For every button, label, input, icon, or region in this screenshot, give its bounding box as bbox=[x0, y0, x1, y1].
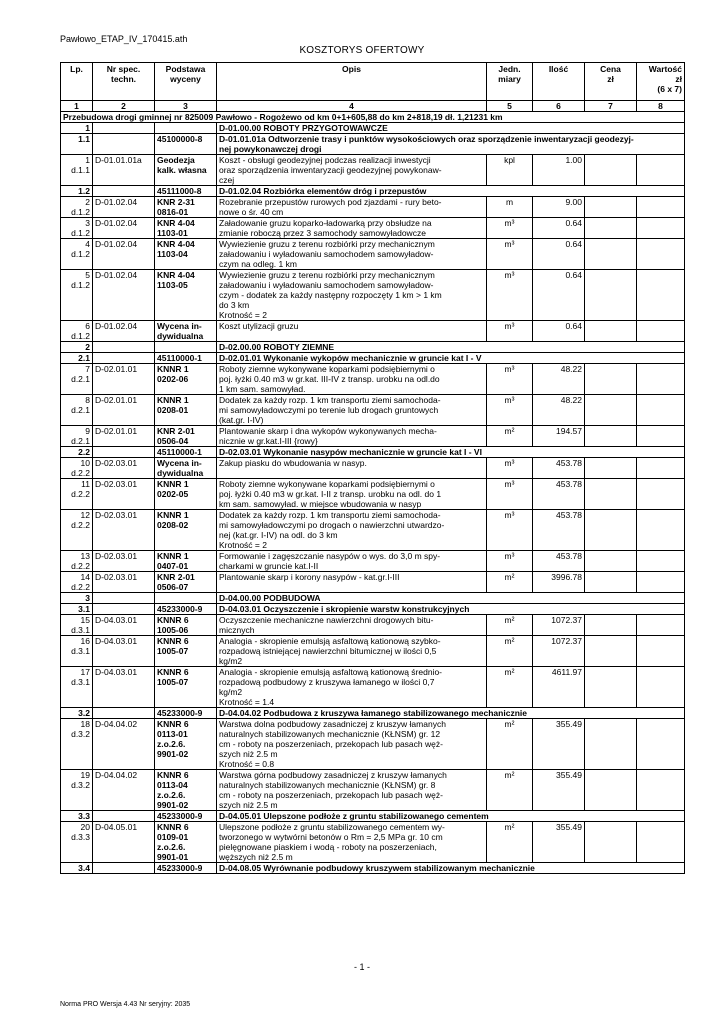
row-lp: 3.3 bbox=[61, 811, 93, 822]
table-row bbox=[61, 239, 685, 270]
row-unit: m³ bbox=[487, 510, 533, 551]
row-lp: 16 d.3.1 bbox=[61, 636, 93, 667]
row-value bbox=[637, 239, 685, 270]
file-name: Pawłowo_ETAP_IV_170415.ath bbox=[60, 34, 188, 44]
row-value bbox=[637, 426, 685, 447]
row-price bbox=[585, 270, 637, 321]
row-spec: D-02.01.01 bbox=[93, 364, 155, 395]
row-lp: 3.2 bbox=[61, 708, 93, 719]
row-price bbox=[585, 615, 637, 636]
row-spec bbox=[93, 604, 155, 615]
row-price bbox=[585, 155, 637, 186]
table-row bbox=[61, 155, 685, 186]
row-lp: 12 d.2.2 bbox=[61, 510, 93, 551]
row-value bbox=[637, 510, 685, 551]
row-quantity: 3996.78 bbox=[533, 572, 585, 593]
row-unit: m³ bbox=[487, 218, 533, 239]
row-basis: KNR 4-04 1103-01 bbox=[155, 218, 217, 239]
row-value bbox=[637, 479, 685, 510]
row-basis: KNR 2-31 0816-01 bbox=[155, 197, 217, 218]
row-spec: D-02.03.01 bbox=[93, 458, 155, 479]
row-unit: m³ bbox=[487, 270, 533, 321]
row-spec bbox=[93, 811, 155, 822]
table-row bbox=[61, 218, 685, 239]
row-value bbox=[637, 572, 685, 593]
row-unit: m² bbox=[487, 615, 533, 636]
row-price bbox=[585, 719, 637, 770]
row-spec bbox=[93, 447, 155, 458]
row-quantity: 453.78 bbox=[533, 458, 585, 479]
row-value bbox=[637, 458, 685, 479]
row-value bbox=[637, 822, 685, 863]
row-spec bbox=[93, 342, 155, 353]
row-description: Dodatek za każdy rozp. 1 km transportu ziemi samochoda- mi samowyładowczymi po terenie lub drogach gruntowych (kat.gr. I-IV) bbox=[217, 395, 487, 426]
header-spec: Nr spec. techn. bbox=[93, 63, 155, 101]
column-number: 1 bbox=[61, 101, 93, 112]
row-quantity: 453.78 bbox=[533, 479, 585, 510]
table-row bbox=[61, 510, 685, 551]
row-lp: 6 d.1.2 bbox=[61, 321, 93, 342]
row-basis: 45233000-9 bbox=[155, 604, 217, 615]
row-basis: 45233000-9 bbox=[155, 708, 217, 719]
row-spec bbox=[93, 863, 155, 874]
row-quantity: 48.22 bbox=[533, 395, 585, 426]
section-row bbox=[61, 863, 685, 874]
section-title: D-04.08.05 Wyrównanie podbudowy kruszywem stabilizowanym mechanicznie bbox=[217, 863, 685, 874]
row-unit: m³ bbox=[487, 395, 533, 426]
row-quantity: 355.49 bbox=[533, 822, 585, 863]
row-basis: KNR 2-01 0506-07 bbox=[155, 572, 217, 593]
row-spec: D-04.05.01 bbox=[93, 822, 155, 863]
row-description: Warstwa dolna podbudowy zasadniczej z kruszyw łamanych naturalnych stabilizowanych mechanicznie (KŁNSM) gr. 12 cm - roboty na poszerzeniach, przekopach lub pasach węż- szych niż 2.5 m Krotność = 0.8 bbox=[217, 719, 487, 770]
section-title: D-01.01.01a Odtworzenie trasy i punktów wysokościowych oraz sporządzenie inwentaryzacji geodezyj- nej powykonawczej drogi bbox=[217, 134, 685, 155]
row-unit: m³ bbox=[487, 239, 533, 270]
row-unit: m² bbox=[487, 667, 533, 708]
table-row bbox=[61, 551, 685, 572]
project-title-row bbox=[61, 112, 685, 123]
row-lp: 2.2 bbox=[61, 447, 93, 458]
row-basis: KNNR 1 0208-01 bbox=[155, 395, 217, 426]
row-price bbox=[585, 479, 637, 510]
section-title: D-01.02.04 Rozbiórka elementów dróg i przepustów bbox=[217, 186, 685, 197]
table-row bbox=[61, 719, 685, 770]
row-basis: Geodezja kalk. własna bbox=[155, 155, 217, 186]
row-basis: KNNR 1 0202-06 bbox=[155, 364, 217, 395]
section-title: D-02.00.00 ROBOTY ZIEMNE bbox=[217, 342, 685, 353]
row-description: Roboty ziemne wykonywane koparkami podsiębiernymi o poj. łyżki 0.40 m3 w gr.kat. III-IV z transp. urobku na odl.do 1 km sam. samowyład. bbox=[217, 364, 487, 395]
section-row bbox=[61, 811, 685, 822]
row-price bbox=[585, 667, 637, 708]
header-description: Opis bbox=[217, 63, 487, 101]
section-row bbox=[61, 186, 685, 197]
row-lp: 11 d.2.2 bbox=[61, 479, 93, 510]
row-value bbox=[637, 615, 685, 636]
project-title: Przebudowa drogi gminnej nr 825009 Pawłowo - Rogożewo od km 0+1+605,88 do km 2+818,19 dł. 1,21231 km bbox=[61, 112, 685, 123]
row-description: Dodatek za każdy rozp. 1 km transportu ziemi samochoda- mi samowyładowczymi po drogach o nawierzchni utwardzo- nej (kat.gr. I-IV) na odl. do 3 km Krotność = 2 bbox=[217, 510, 487, 551]
header-unit: Jedn. miary bbox=[487, 63, 533, 101]
row-quantity: 9.00 bbox=[533, 197, 585, 218]
row-price bbox=[585, 551, 637, 572]
header-quantity: Ilość bbox=[533, 63, 585, 101]
row-quantity: 1.00 bbox=[533, 155, 585, 186]
row-basis: 45111000-8 bbox=[155, 186, 217, 197]
cost-estimate-table bbox=[60, 62, 685, 874]
header-row bbox=[61, 63, 685, 101]
row-price bbox=[585, 239, 637, 270]
row-lp: 14 d.2.2 bbox=[61, 572, 93, 593]
row-unit: kpl bbox=[487, 155, 533, 186]
row-basis: 45100000-8 bbox=[155, 134, 217, 155]
row-spec: D-02.01.01 bbox=[93, 426, 155, 447]
section-title: D-04.04.02 Podbudowa z kruszywa łamanego stabilizowanego mechanicznie bbox=[217, 708, 685, 719]
row-spec: D-02.03.01 bbox=[93, 551, 155, 572]
row-spec: D-02.03.01 bbox=[93, 479, 155, 510]
row-value bbox=[637, 197, 685, 218]
row-basis: 45233000-9 bbox=[155, 863, 217, 874]
section-title: D-02.01.01 Wykonanie wykopów mechanicznie w gruncie kat I - V bbox=[217, 353, 685, 364]
row-basis: KNR 4-04 1103-04 bbox=[155, 239, 217, 270]
row-price bbox=[585, 636, 637, 667]
row-basis bbox=[155, 342, 217, 353]
row-unit: m³ bbox=[487, 364, 533, 395]
section-row bbox=[61, 708, 685, 719]
table-row bbox=[61, 636, 685, 667]
row-description: Analogia - skropienie emulsją asfaltową kationową średnio- rozpadową podbudowy z kruszywa łamanego w ilości 0,7 kg/m2 Krotność = 1.4 bbox=[217, 667, 487, 708]
row-lp: 3.1 bbox=[61, 604, 93, 615]
row-description: Ulepszone podłoże z gruntu stabilizowanego cementem wy- tworzonego w wytwórni betonów o Rm = 2,5 MPa gr. 10 cm pielęgnowane piaskiem i wodą - roboty na poszerzeniach, węższych niż 2.5 m bbox=[217, 822, 487, 863]
row-lp: 2 d.1.2 bbox=[61, 197, 93, 218]
row-value bbox=[637, 364, 685, 395]
row-value bbox=[637, 218, 685, 239]
section-row bbox=[61, 342, 685, 353]
row-lp: 8 d.2.1 bbox=[61, 395, 93, 426]
row-value bbox=[637, 770, 685, 811]
row-lp: 1.2 bbox=[61, 186, 93, 197]
row-price bbox=[585, 458, 637, 479]
header-value: Wartość zł (6 x 7) bbox=[637, 63, 685, 101]
row-description: Roboty ziemne wykonywane koparkami podsiębiernymi o poj. łyżki 0.40 m3 w gr.kat. I-II z transp. urobku na odl. do 1 km sam. samowyład. w miejsce wbudowania w nasyp bbox=[217, 479, 487, 510]
row-spec: D-01.02.04 bbox=[93, 239, 155, 270]
section-title: D-04.03.01 Oczyszczenie i skropienie warstw konstrukcyjnych bbox=[217, 604, 685, 615]
row-lp: 3 bbox=[61, 593, 93, 604]
row-basis: KNNR 6 1005-07 bbox=[155, 636, 217, 667]
row-description: Plantowanie skarp i korony nasypów - kat.gr.I-III bbox=[217, 572, 487, 593]
table-row bbox=[61, 822, 685, 863]
row-lp: 9 d.2.1 bbox=[61, 426, 93, 447]
row-quantity: 355.49 bbox=[533, 770, 585, 811]
row-basis: KNNR 1 0407-01 bbox=[155, 551, 217, 572]
row-quantity: 0.64 bbox=[533, 270, 585, 321]
row-spec: D-02.01.01 bbox=[93, 395, 155, 426]
row-unit: m² bbox=[487, 822, 533, 863]
section-row bbox=[61, 604, 685, 615]
row-basis: KNNR 6 0109-01 z.o.2.6. 9901-01 bbox=[155, 822, 217, 863]
row-lp: 3.4 bbox=[61, 863, 93, 874]
row-unit: m³ bbox=[487, 551, 533, 572]
row-unit: m³ bbox=[487, 321, 533, 342]
software-footer: Norma PRO Wersja 4.43 Nr seryjny: 2035 bbox=[60, 1001, 191, 1008]
section-row bbox=[61, 134, 685, 155]
row-lp: 7 d.2.1 bbox=[61, 364, 93, 395]
row-basis bbox=[155, 123, 217, 134]
row-basis: KNNR 1 0208-02 bbox=[155, 510, 217, 551]
row-price bbox=[585, 321, 637, 342]
table-row bbox=[61, 395, 685, 426]
row-spec: D-04.04.02 bbox=[93, 719, 155, 770]
table-row bbox=[61, 197, 685, 218]
row-description: Plantowanie skarp i dna wykopów wykonywanych mecha- nicznie w gr.kat.I-III {rowy} bbox=[217, 426, 487, 447]
row-lp: 2 bbox=[61, 342, 93, 353]
header-basis: Podstawa wyceny bbox=[155, 63, 217, 101]
row-lp: 10 d.2.2 bbox=[61, 458, 93, 479]
row-quantity: 48.22 bbox=[533, 364, 585, 395]
table-row bbox=[61, 572, 685, 593]
row-value bbox=[637, 719, 685, 770]
row-description: Wywiezienie gruzu z terenu rozbiórki przy mechanicznym załadowaniu i wyładowaniu samochodem samowyładow- czym na odleg. 1 km bbox=[217, 239, 487, 270]
row-lp: 19 d.3.2 bbox=[61, 770, 93, 811]
row-spec bbox=[93, 123, 155, 134]
row-quantity: 453.78 bbox=[533, 510, 585, 551]
table-row bbox=[61, 364, 685, 395]
row-value bbox=[637, 155, 685, 186]
column-number: 2 bbox=[93, 101, 155, 112]
row-price bbox=[585, 572, 637, 593]
section-row bbox=[61, 447, 685, 458]
row-spec bbox=[93, 353, 155, 364]
table-row bbox=[61, 426, 685, 447]
row-basis: Wycena in- dywidualna bbox=[155, 321, 217, 342]
row-quantity: 453.78 bbox=[533, 551, 585, 572]
column-number: 5 bbox=[487, 101, 533, 112]
row-spec: D-01.01.01a bbox=[93, 155, 155, 186]
row-price bbox=[585, 426, 637, 447]
table-row bbox=[61, 479, 685, 510]
row-basis: KNNR 6 0113-01 z.o.2.6. 9901-02 bbox=[155, 719, 217, 770]
column-number: 3 bbox=[155, 101, 217, 112]
row-unit: m² bbox=[487, 636, 533, 667]
row-spec bbox=[93, 186, 155, 197]
section-row bbox=[61, 593, 685, 604]
row-spec: D-04.03.01 bbox=[93, 636, 155, 667]
row-description: Formowanie i zagęszczanie nasypów o wys. do 3,0 m spy- charkami w gruncie kat.I-II bbox=[217, 551, 487, 572]
row-basis: KNR 2-01 0506-04 bbox=[155, 426, 217, 447]
row-unit: m² bbox=[487, 719, 533, 770]
row-value bbox=[637, 636, 685, 667]
section-row bbox=[61, 123, 685, 134]
row-basis: 45110000-1 bbox=[155, 353, 217, 364]
table-row bbox=[61, 321, 685, 342]
row-value bbox=[637, 270, 685, 321]
row-lp: 4 d.1.2 bbox=[61, 239, 93, 270]
column-number: 8 bbox=[637, 101, 685, 112]
row-basis: KNNR 6 1005-07 bbox=[155, 667, 217, 708]
table-row bbox=[61, 667, 685, 708]
row-lp: 2.1 bbox=[61, 353, 93, 364]
page-number: - 1 - bbox=[353, 962, 370, 972]
header-lp: Lp. bbox=[61, 63, 93, 101]
row-quantity: 355.49 bbox=[533, 719, 585, 770]
row-price bbox=[585, 822, 637, 863]
column-number: 4 bbox=[217, 101, 487, 112]
row-basis: KNNR 6 0113-04 z.o.2.6. 9901-02 bbox=[155, 770, 217, 811]
row-basis: KNNR 1 0202-05 bbox=[155, 479, 217, 510]
row-spec bbox=[93, 593, 155, 604]
row-basis: KNR 4-04 1103-05 bbox=[155, 270, 217, 321]
row-unit: m³ bbox=[487, 479, 533, 510]
row-quantity: 1072.37 bbox=[533, 615, 585, 636]
row-price bbox=[585, 770, 637, 811]
row-price bbox=[585, 395, 637, 426]
row-unit: m bbox=[487, 197, 533, 218]
row-basis: KNNR 6 1005-06 bbox=[155, 615, 217, 636]
row-lp: 18 d.3.2 bbox=[61, 719, 93, 770]
row-description: Warstwa górna podbudowy zasadniczej z kruszyw łamanych naturalnych stabilizowanych mechanicznie (KŁNSM) gr. 8 cm - roboty na poszerzeniach, przekopach lub pasach węż- szych niż 2.5 m bbox=[217, 770, 487, 811]
row-description: Rozebranie przepustów rurowych pod zjazdami - rury beto- nowe o śr. 40 cm bbox=[217, 197, 487, 218]
row-lp: 17 d.3.1 bbox=[61, 667, 93, 708]
row-description: Koszt - obsługi geodezyjnej podczas realizacji inwestycji oraz sporządzenia inwentaryzacji geodezyjnej powykonaw- czej bbox=[217, 155, 487, 186]
row-value bbox=[637, 395, 685, 426]
row-basis: 45110000-1 bbox=[155, 447, 217, 458]
row-lp: 3 d.1.2 bbox=[61, 218, 93, 239]
section-title: D-01.00.00 ROBOTY PRZYGOTOWAWCZE bbox=[217, 123, 685, 134]
row-lp: 5 d.1.2 bbox=[61, 270, 93, 321]
row-spec: D-02.03.01 bbox=[93, 572, 155, 593]
row-description: Analogia - skropienie emulsją asfaltową kationową szybko- rozpadową istniejącej nawierzchni bitumicznej w ilości 0,5 kg/m2 bbox=[217, 636, 487, 667]
row-basis: 45233000-9 bbox=[155, 811, 217, 822]
row-price bbox=[585, 364, 637, 395]
row-unit: m² bbox=[487, 572, 533, 593]
row-value bbox=[637, 551, 685, 572]
column-number: 7 bbox=[585, 101, 637, 112]
table-row bbox=[61, 458, 685, 479]
row-lp: 15 d.3.1 bbox=[61, 615, 93, 636]
row-unit: m² bbox=[487, 770, 533, 811]
row-spec: D-04.03.01 bbox=[93, 615, 155, 636]
row-price bbox=[585, 510, 637, 551]
header-price: Cena zł bbox=[585, 63, 637, 101]
row-spec: D-01.02.04 bbox=[93, 197, 155, 218]
row-description: Zakup piasku do wbudowania w nasyp. bbox=[217, 458, 487, 479]
row-lp: 1.1 bbox=[61, 134, 93, 155]
row-quantity: 0.64 bbox=[533, 321, 585, 342]
row-spec: D-04.03.01 bbox=[93, 667, 155, 708]
column-number-row bbox=[61, 101, 685, 112]
table-row bbox=[61, 770, 685, 811]
row-spec: D-04.04.02 bbox=[93, 770, 155, 811]
row-quantity: 0.64 bbox=[533, 239, 585, 270]
row-spec: D-01.02.04 bbox=[93, 218, 155, 239]
row-description: Oczyszczenie mechaniczne nawierzchni drogowych bitu- micznych bbox=[217, 615, 487, 636]
row-lp: 20 d.3.3 bbox=[61, 822, 93, 863]
section-title: D-04.05.01 Ulepszone podłoże z gruntu stabilizowanego cementem bbox=[217, 811, 685, 822]
row-spec: D-02.03.01 bbox=[93, 510, 155, 551]
row-quantity: 194.57 bbox=[533, 426, 585, 447]
document-title: KOSZTORYS OFERTOWY bbox=[299, 45, 425, 56]
table-row bbox=[61, 270, 685, 321]
row-basis: Wycena in- dywidualna bbox=[155, 458, 217, 479]
section-title: D-02.03.01 Wykonanie nasypów mechanicznie w gruncie kat I - VI bbox=[217, 447, 685, 458]
row-unit: m³ bbox=[487, 458, 533, 479]
row-description: Wywiezienie gruzu z terenu rozbiórki przy mechanicznym załadowaniu i wyładowaniu samochodem samowyładow- czym - dodatek za każdy następny rozpoczęty 1 km > 1 km do 3 km Krotność = 2 bbox=[217, 270, 487, 321]
row-description: Załadowanie gruzu koparko-ładowarką przy obsłudze na zmianie roboczą przez 3 samochody samowyładowcze bbox=[217, 218, 487, 239]
section-title: D-04.00.00 PODBUDOWA bbox=[217, 593, 685, 604]
row-basis bbox=[155, 593, 217, 604]
row-unit: m² bbox=[487, 426, 533, 447]
row-spec: D-01.02.04 bbox=[93, 321, 155, 342]
row-value bbox=[637, 321, 685, 342]
row-value bbox=[637, 667, 685, 708]
row-quantity: 4611.97 bbox=[533, 667, 585, 708]
row-spec: D-01.02.04 bbox=[93, 270, 155, 321]
row-price bbox=[585, 197, 637, 218]
row-quantity: 1072.37 bbox=[533, 636, 585, 667]
row-lp: 13 d.2.2 bbox=[61, 551, 93, 572]
column-number: 6 bbox=[533, 101, 585, 112]
row-description: Koszt utylizacji gruzu bbox=[217, 321, 487, 342]
row-quantity: 0.64 bbox=[533, 218, 585, 239]
section-row bbox=[61, 353, 685, 364]
row-spec bbox=[93, 134, 155, 155]
row-spec bbox=[93, 708, 155, 719]
row-price bbox=[585, 218, 637, 239]
table-row bbox=[61, 615, 685, 636]
row-lp: 1 d.1.1 bbox=[61, 155, 93, 186]
row-lp: 1 bbox=[61, 123, 93, 134]
